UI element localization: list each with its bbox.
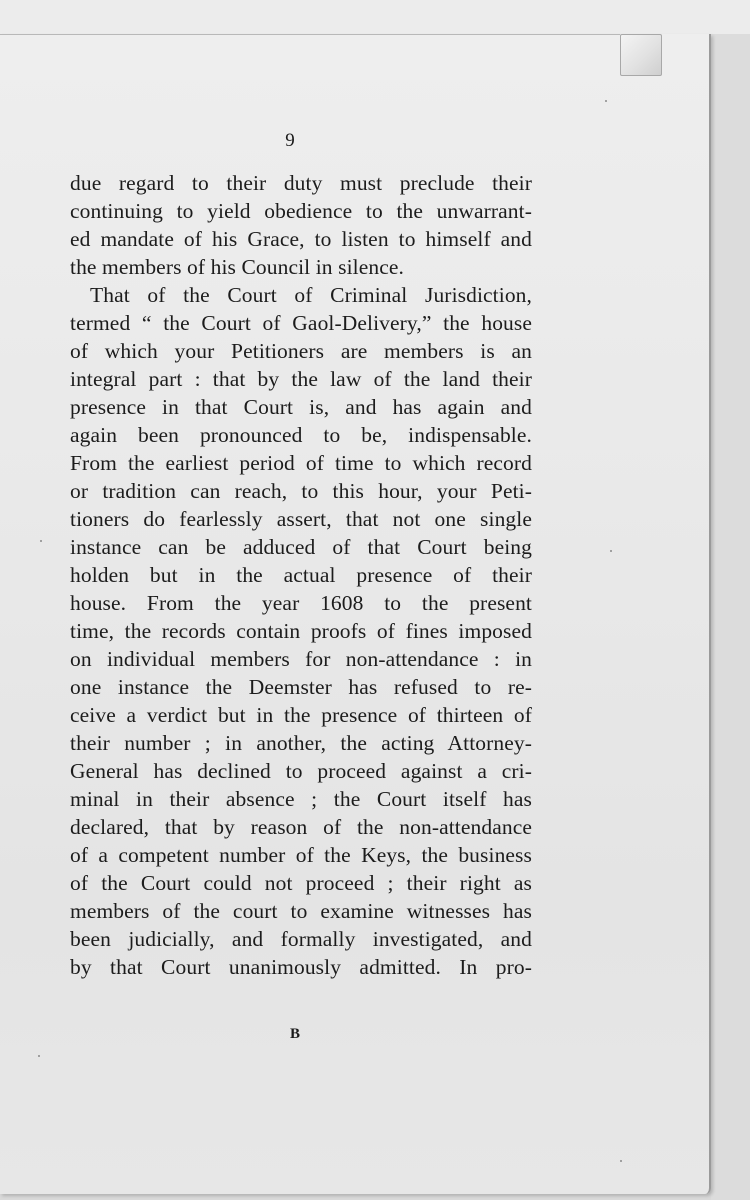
text-line: on individual members for non-attendance : in — [70, 647, 532, 671]
text-line: integral part : that by the law of the land their — [70, 367, 532, 391]
text-line: declared, that by reason of the non-attendance — [70, 815, 532, 839]
text-line: ed mandate of his Grace, to listen to himself and — [70, 227, 532, 251]
paper-speck — [620, 1160, 622, 1162]
text-line: the members of his Council in silence. — [70, 255, 404, 279]
text-line: ceive a verdict but in the presence of thirteen of — [70, 703, 532, 727]
text-line: holden but in the actual presence of their — [70, 563, 532, 587]
text-line: by that Court unanimously admitted. In pro- — [70, 955, 532, 979]
paper-speck — [610, 550, 612, 552]
text-line: instance can be adduced of that Court being — [70, 535, 532, 559]
text-line: house. From the year 1608 to the present — [70, 591, 532, 615]
signature-mark: B — [289, 1026, 300, 1042]
text-line: minal in their absence ; the Court itself has — [70, 787, 532, 811]
paper-speck — [38, 1055, 40, 1057]
text-line: of the Court could not proceed ; their right as — [70, 871, 532, 895]
text-line: or tradition can reach, to this hour, your Peti- — [70, 479, 532, 503]
text-line: presence in that Court is, and has again and — [70, 395, 532, 419]
text-line: of which your Petitioners are members is an — [70, 339, 532, 363]
text-line: been judicially, and formally investigated, and — [70, 927, 532, 951]
text-line: continuing to yield obedience to the unwarrant- — [70, 199, 532, 223]
backdrop-top — [0, 0, 750, 36]
text-line: again been pronounced to be, indispensable. — [70, 423, 532, 447]
text-line: of a competent number of the Keys, the business — [70, 843, 532, 867]
text-line: due regard to their duty must preclude their — [70, 171, 532, 195]
sheet-top-edge — [0, 34, 620, 35]
text-line: General has declined to proceed against a cri- — [70, 759, 532, 783]
folded-corner-icon — [620, 34, 662, 76]
text-line: termed “ the Court of Gaol-Delivery,” the house — [70, 311, 532, 335]
text-line: tioners do fearlessly assert, that not one single — [70, 507, 532, 531]
text-line: time, the records contain proofs of fines imposed — [70, 619, 532, 643]
paragraph-start: That of the Court of Criminal Jurisdiction, — [90, 283, 532, 307]
text-line: their number ; in another, the acting Attorney- — [70, 731, 532, 755]
backdrop-right — [711, 34, 750, 1200]
text-line: one instance the Deemster has refused to re- — [70, 675, 532, 699]
text-line: members of the court to examine witnesses has — [70, 899, 532, 923]
paper-speck — [40, 540, 42, 542]
paper-speck — [605, 100, 607, 102]
page-number: 9 — [285, 130, 295, 151]
text-line: From the earliest period of time to which record — [70, 451, 532, 475]
